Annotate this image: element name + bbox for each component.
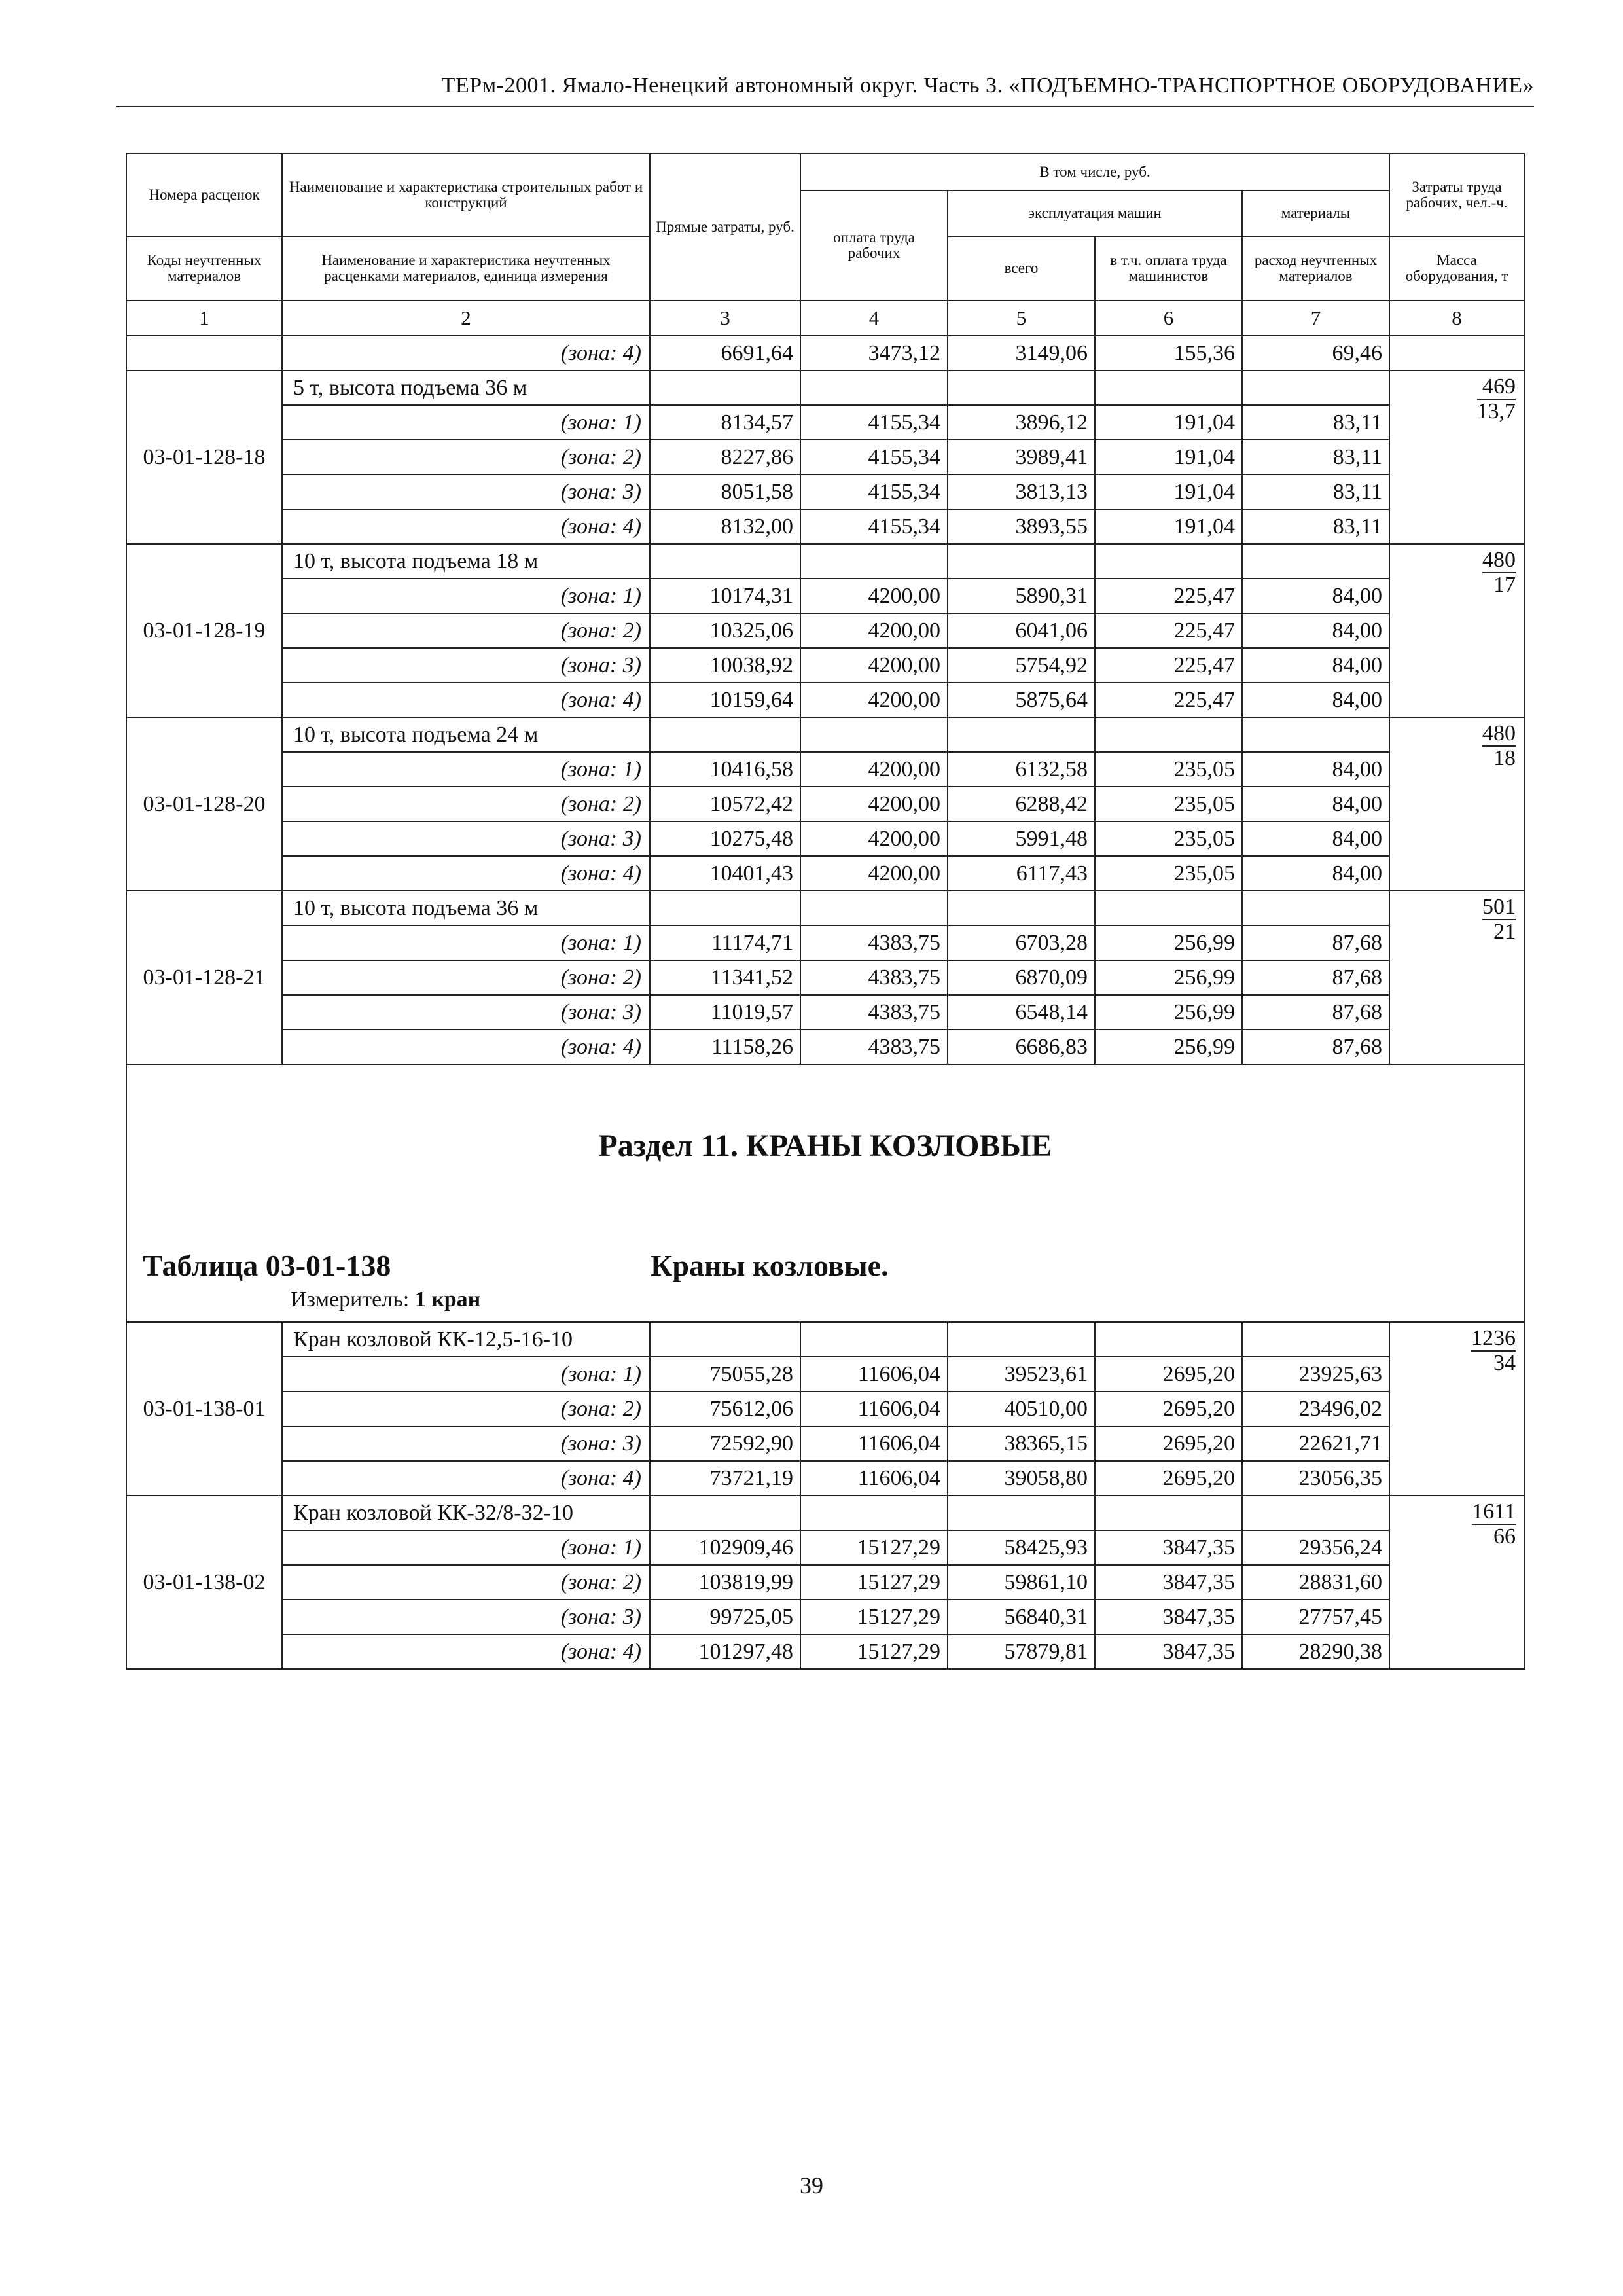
zone-label: (зона: 2) [282, 1391, 650, 1426]
operator-pay-value: 3847,35 [1095, 1530, 1242, 1565]
header-material-codes: Коды неучтенных материалов [126, 236, 282, 300]
direct-cost-value: 103819,99 [650, 1565, 800, 1600]
direct-cost-value: 8132,00 [650, 509, 800, 544]
zone-label: (зона: 1) [282, 579, 650, 613]
worker-pay-value: 4383,75 [800, 995, 948, 1030]
operator-pay-value: 225,47 [1095, 579, 1242, 613]
worker-pay-value: 3473,12 [800, 336, 948, 370]
materials-value: 23056,35 [1242, 1461, 1389, 1496]
materials-value: 83,11 [1242, 440, 1389, 475]
column-number: 6 [1095, 300, 1242, 336]
labor-costs-value: 480 [1482, 721, 1516, 745]
worker-pay-value: 4200,00 [800, 752, 948, 787]
header-rate-numbers: Номера расценок [126, 154, 282, 236]
equipment-mass-value: 17 [1493, 573, 1516, 597]
machines-total-value: 57879,81 [948, 1634, 1095, 1669]
table-row-zone [126, 1530, 1524, 1565]
header-direct-costs: Прямые затраты, руб. [650, 154, 800, 300]
equipment-mass-value: 66 [1493, 1524, 1516, 1549]
worker-pay-value: 4200,00 [800, 683, 948, 717]
operator-pay-value: 191,04 [1095, 509, 1242, 544]
worker-pay-value: 4155,34 [800, 509, 948, 544]
rate-code: 03-01-138-01 [126, 1322, 282, 1496]
machines-total-value: 5754,92 [948, 648, 1095, 683]
operator-pay-value: 235,05 [1095, 787, 1242, 821]
operator-pay-value: 2695,20 [1095, 1461, 1242, 1496]
worker-pay-value: 4383,75 [800, 925, 948, 960]
materials-value: 84,00 [1242, 856, 1389, 891]
operator-pay-value: 191,04 [1095, 475, 1242, 509]
worker-pay-value: 4200,00 [800, 579, 948, 613]
column-number: 3 [650, 300, 800, 336]
zone-label: (зона: 1) [282, 405, 650, 440]
machines-total-value: 59861,10 [948, 1565, 1095, 1600]
machines-total-value: 5890,31 [948, 579, 1095, 613]
materials-value: 83,11 [1242, 509, 1389, 544]
materials-value: 69,46 [1242, 336, 1389, 370]
rate-title: Кран козловой КК-32/8-32-10 [282, 1496, 650, 1530]
rate-code: 03-01-128-20 [126, 717, 282, 891]
rate-title: 10 т, высота подъема 24 м [282, 717, 650, 752]
zone-label: (зона: 1) [282, 925, 650, 960]
direct-cost-value: 8134,57 [650, 405, 800, 440]
zone-label: (зона: 4) [282, 1461, 650, 1496]
zone-label: (зона: 2) [282, 787, 650, 821]
header-material-names: Наименование и характеристика неучтенных расценками материалов, единица измерения [282, 236, 650, 300]
table-row-zone [126, 1030, 1524, 1064]
direct-cost-value: 75612,06 [650, 1391, 800, 1426]
labor-costs-value: 480 [1482, 548, 1516, 572]
rate-title: 5 т, высота подъема 36 м [282, 370, 650, 405]
worker-pay-value: 11606,04 [800, 1461, 948, 1496]
column-number: 4 [800, 300, 948, 336]
table-row-zone [126, 925, 1524, 960]
table-row-rate [126, 891, 1524, 925]
materials-value: 27757,45 [1242, 1600, 1389, 1634]
operator-pay-value: 225,47 [1095, 683, 1242, 717]
operator-pay-value: 3847,35 [1095, 1565, 1242, 1600]
materials-value: 83,11 [1242, 405, 1389, 440]
worker-pay-value: 11606,04 [800, 1426, 948, 1461]
table-body-a [126, 336, 1524, 1064]
operator-pay-value: 3847,35 [1095, 1634, 1242, 1669]
direct-cost-value: 10174,31 [650, 579, 800, 613]
header-materials: материалы [1242, 190, 1389, 236]
zone-label: (зона: 2) [282, 960, 650, 995]
zone-label: (зона: 4) [282, 856, 650, 891]
materials-value: 83,11 [1242, 475, 1389, 509]
rate-code: 03-01-128-19 [126, 544, 282, 717]
zone-label: (зона: 4) [282, 1030, 650, 1064]
zone-label: (зона: 2) [282, 440, 650, 475]
direct-cost-value: 11174,71 [650, 925, 800, 960]
machines-total-value: 38365,15 [948, 1426, 1095, 1461]
machines-total-value: 6132,58 [948, 752, 1095, 787]
table-row-zone [126, 1565, 1524, 1600]
equipment-mass-value: 13,7 [1476, 399, 1516, 423]
materials-value: 28290,38 [1242, 1634, 1389, 1669]
zone-label: (зона: 2) [282, 1565, 650, 1600]
machines-total-value: 3149,06 [948, 336, 1095, 370]
worker-pay-value: 4200,00 [800, 821, 948, 856]
header-including: В том числе, руб. [800, 154, 1389, 190]
machines-total-value: 6686,83 [948, 1030, 1095, 1064]
direct-cost-value: 72592,90 [650, 1426, 800, 1461]
header-worker-pay: оплата труда рабочих [800, 190, 948, 300]
materials-value: 87,68 [1242, 925, 1389, 960]
labor-mass-fraction [1389, 370, 1524, 544]
section-title: Раздел 11. КРАНЫ КОЗЛОВЫЕ [598, 1128, 1052, 1163]
table-row-zone [126, 579, 1524, 613]
worker-pay-value: 4383,75 [800, 960, 948, 995]
machines-total-value: 3813,13 [948, 475, 1095, 509]
worker-pay-value: 4155,34 [800, 475, 948, 509]
worker-pay-value: 11606,04 [800, 1357, 948, 1391]
direct-cost-value: 102909,46 [650, 1530, 800, 1565]
direct-cost-value: 99725,05 [650, 1600, 800, 1634]
operator-pay-value: 2695,20 [1095, 1357, 1242, 1391]
worker-pay-value: 15127,29 [800, 1634, 948, 1669]
worker-pay-value: 4200,00 [800, 648, 948, 683]
table-row-zone [126, 1600, 1524, 1634]
header-machine-operation: эксплуатация машин [948, 190, 1242, 236]
table-row-zone [126, 613, 1524, 648]
page-number: 39 [800, 2172, 823, 2198]
equipment-mass-value: 34 [1493, 1351, 1516, 1375]
operator-pay-value: 225,47 [1095, 613, 1242, 648]
meter-value: 1 кран [414, 1287, 481, 1312]
machines-total-value: 58425,93 [948, 1530, 1095, 1565]
rate-code: 03-01-138-02 [126, 1496, 282, 1669]
unit-of-measure [291, 1287, 480, 1312]
header-equipment-mass: Масса оборудования, т [1389, 236, 1524, 300]
worker-pay-value: 4155,34 [800, 405, 948, 440]
header-work-name: Наименование и характеристика строительных работ и конструкций [282, 154, 650, 236]
header-labor-costs: Затраты труда рабочих, чел.-ч. [1389, 154, 1524, 236]
direct-cost-value: 11341,52 [650, 960, 800, 995]
operator-pay-value: 2695,20 [1095, 1426, 1242, 1461]
table-row-zone [126, 683, 1524, 717]
table-row-zone [126, 405, 1524, 440]
materials-value: 84,00 [1242, 579, 1389, 613]
materials-value: 84,00 [1242, 648, 1389, 683]
operator-pay-value: 2695,20 [1095, 1391, 1242, 1426]
table-row-zone [126, 821, 1524, 856]
labor-costs-value: 501 [1482, 895, 1516, 919]
table-row-zone [126, 440, 1524, 475]
rates-table [126, 153, 1525, 1670]
table-row-zone [126, 995, 1524, 1030]
direct-cost-value: 10038,92 [650, 648, 800, 683]
rate-code: 03-01-128-18 [126, 370, 282, 544]
machines-total-value: 6288,42 [948, 787, 1095, 821]
labor-costs-value: 469 [1477, 375, 1516, 400]
worker-pay-value: 15127,29 [800, 1565, 948, 1600]
direct-cost-value: 8227,86 [650, 440, 800, 475]
worker-pay-value: 15127,29 [800, 1600, 948, 1634]
machines-total-value: 6548,14 [948, 995, 1095, 1030]
table-name: Краны козловые. [651, 1249, 889, 1282]
worker-pay-value: 4155,34 [800, 440, 948, 475]
equipment-mass-value: 18 [1493, 746, 1516, 770]
table-row-zone [126, 648, 1524, 683]
operator-pay-value: 256,99 [1095, 960, 1242, 995]
table-row-rate [126, 717, 1524, 752]
materials-value: 87,68 [1242, 995, 1389, 1030]
zone-label: (зона: 3) [282, 1600, 650, 1634]
direct-cost-value: 11158,26 [650, 1030, 800, 1064]
machines-total-value: 6703,28 [948, 925, 1095, 960]
table-row-rate [126, 370, 1524, 405]
machines-total-value: 3893,55 [948, 509, 1095, 544]
materials-value: 84,00 [1242, 683, 1389, 717]
labor-costs-value: 1236 [1471, 1326, 1516, 1350]
machines-total-value: 3989,41 [948, 440, 1095, 475]
operator-pay-value: 235,05 [1095, 821, 1242, 856]
zone-label: (зона: 4) [282, 1634, 650, 1669]
table-row-zone [126, 960, 1524, 995]
table-row-zone [126, 1426, 1524, 1461]
column-number: 7 [1242, 300, 1389, 336]
materials-value: 84,00 [1242, 821, 1389, 856]
materials-value: 84,00 [1242, 613, 1389, 648]
table-row-zone [126, 509, 1524, 544]
materials-value: 84,00 [1242, 787, 1389, 821]
meter-label: Измеритель: [291, 1287, 410, 1312]
zone-label: (зона: 4) [282, 683, 650, 717]
header-operator-pay: в т.ч. оплата труда машинистов [1095, 236, 1242, 300]
zone-label: (зона: 3) [282, 475, 650, 509]
running-header: ТЕРм-2001. Ямало-Ненецкий автономный округ. Часть 3. «ПОДЪЕМНО-ТРАНСПОРТНОЕ ОБОРУДОВАНИЕ» [441, 73, 1534, 98]
materials-value: 29356,24 [1242, 1530, 1389, 1565]
labor-costs-value: 1611 [1472, 1499, 1516, 1524]
zone-label: (зона: 4) [282, 336, 650, 370]
worker-pay-value: 4383,75 [800, 1030, 948, 1064]
table-row-zone [126, 1391, 1524, 1426]
header-unaccounted-materials: расход неучтенных материалов [1242, 236, 1389, 300]
materials-value: 28831,60 [1242, 1565, 1389, 1600]
column-number: 5 [948, 300, 1095, 336]
header-machines-total: всего [948, 236, 1095, 300]
table-row-zone [126, 856, 1524, 891]
materials-value: 23925,63 [1242, 1357, 1389, 1391]
zone-label: (зона: 3) [282, 648, 650, 683]
table-body-b [126, 1322, 1524, 1669]
direct-cost-value: 10159,64 [650, 683, 800, 717]
direct-cost-value: 10572,42 [650, 787, 800, 821]
machines-total-value: 56840,31 [948, 1600, 1095, 1634]
direct-cost-value: 8051,58 [650, 475, 800, 509]
machines-total-value: 5991,48 [948, 821, 1095, 856]
direct-cost-value: 10325,06 [650, 613, 800, 648]
machines-total-value: 39058,80 [948, 1461, 1095, 1496]
direct-cost-value: 6691,64 [650, 336, 800, 370]
machines-total-value: 39523,61 [948, 1357, 1095, 1391]
zone-label: (зона: 1) [282, 1530, 650, 1565]
materials-value: 87,68 [1242, 960, 1389, 995]
column-number: 1 [126, 300, 282, 336]
zone-label: (зона: 3) [282, 1426, 650, 1461]
operator-pay-value: 191,04 [1095, 440, 1242, 475]
worker-pay-value: 4200,00 [800, 856, 948, 891]
machines-total-value: 6041,06 [948, 613, 1095, 648]
direct-cost-value: 11019,57 [650, 995, 800, 1030]
table-label: Таблица 03-01-138 [143, 1249, 391, 1282]
zone-label: (зона: 3) [282, 995, 650, 1030]
table-row-zone [126, 787, 1524, 821]
table-row-zone [126, 1634, 1524, 1669]
section-block [126, 1064, 1524, 1322]
table-row-zone [126, 1461, 1524, 1496]
operator-pay-value: 3847,35 [1095, 1600, 1242, 1634]
zone-label: (зона: 4) [282, 509, 650, 544]
labor-mass-fraction [1389, 1496, 1524, 1669]
operator-pay-value: 191,04 [1095, 405, 1242, 440]
materials-value: 22621,71 [1242, 1426, 1389, 1461]
machines-total-value: 6117,43 [948, 856, 1095, 891]
operator-pay-value: 256,99 [1095, 925, 1242, 960]
direct-cost-value: 73721,19 [650, 1461, 800, 1496]
worker-pay-value: 15127,29 [800, 1530, 948, 1565]
table-row-rate [126, 1496, 1524, 1530]
rate-title: Кран козловой КК-12,5-16-10 [282, 1322, 650, 1357]
worker-pay-value: 11606,04 [800, 1391, 948, 1426]
operator-pay-value: 235,05 [1095, 856, 1242, 891]
rate-code: 03-01-128-21 [126, 891, 282, 1064]
operator-pay-value: 256,99 [1095, 1030, 1242, 1064]
materials-value: 84,00 [1242, 752, 1389, 787]
header-rule [116, 106, 1534, 107]
table-row-zone [126, 1357, 1524, 1391]
direct-cost-value: 75055,28 [650, 1357, 800, 1391]
machines-total-value: 6870,09 [948, 960, 1095, 995]
rate-title: 10 т, высота подъема 18 м [282, 544, 650, 579]
column-number: 2 [282, 300, 650, 336]
column-number: 8 [1389, 300, 1524, 336]
operator-pay-value: 155,36 [1095, 336, 1242, 370]
operator-pay-value: 235,05 [1095, 752, 1242, 787]
table-row-continuation [126, 336, 1524, 370]
direct-cost-value: 10416,58 [650, 752, 800, 787]
materials-value: 23496,02 [1242, 1391, 1389, 1426]
operator-pay-value: 256,99 [1095, 995, 1242, 1030]
equipment-mass-value: 21 [1493, 920, 1516, 944]
machines-total-value: 3896,12 [948, 405, 1095, 440]
table-row-rate [126, 544, 1524, 579]
direct-cost-value: 10401,43 [650, 856, 800, 891]
materials-value: 87,68 [1242, 1030, 1389, 1064]
table-row-zone [126, 475, 1524, 509]
zone-label: (зона: 1) [282, 1357, 650, 1391]
zone-label: (зона: 2) [282, 613, 650, 648]
direct-cost-value: 101297,48 [650, 1634, 800, 1669]
machines-total-value: 40510,00 [948, 1391, 1095, 1426]
direct-cost-value: 10275,48 [650, 821, 800, 856]
operator-pay-value: 225,47 [1095, 648, 1242, 683]
table-row-zone [126, 752, 1524, 787]
labor-mass-fraction [1389, 717, 1524, 891]
labor-mass-fraction [1389, 891, 1524, 1064]
machines-total-value: 5875,64 [948, 683, 1095, 717]
rate-title: 10 т, высота подъема 36 м [282, 891, 650, 925]
table-row-rate [126, 1322, 1524, 1357]
labor-mass-fraction [1389, 544, 1524, 717]
zone-label: (зона: 3) [282, 821, 650, 856]
labor-mass-fraction [1389, 1322, 1524, 1496]
worker-pay-value: 4200,00 [800, 613, 948, 648]
zone-label: (зона: 1) [282, 752, 650, 787]
worker-pay-value: 4200,00 [800, 787, 948, 821]
